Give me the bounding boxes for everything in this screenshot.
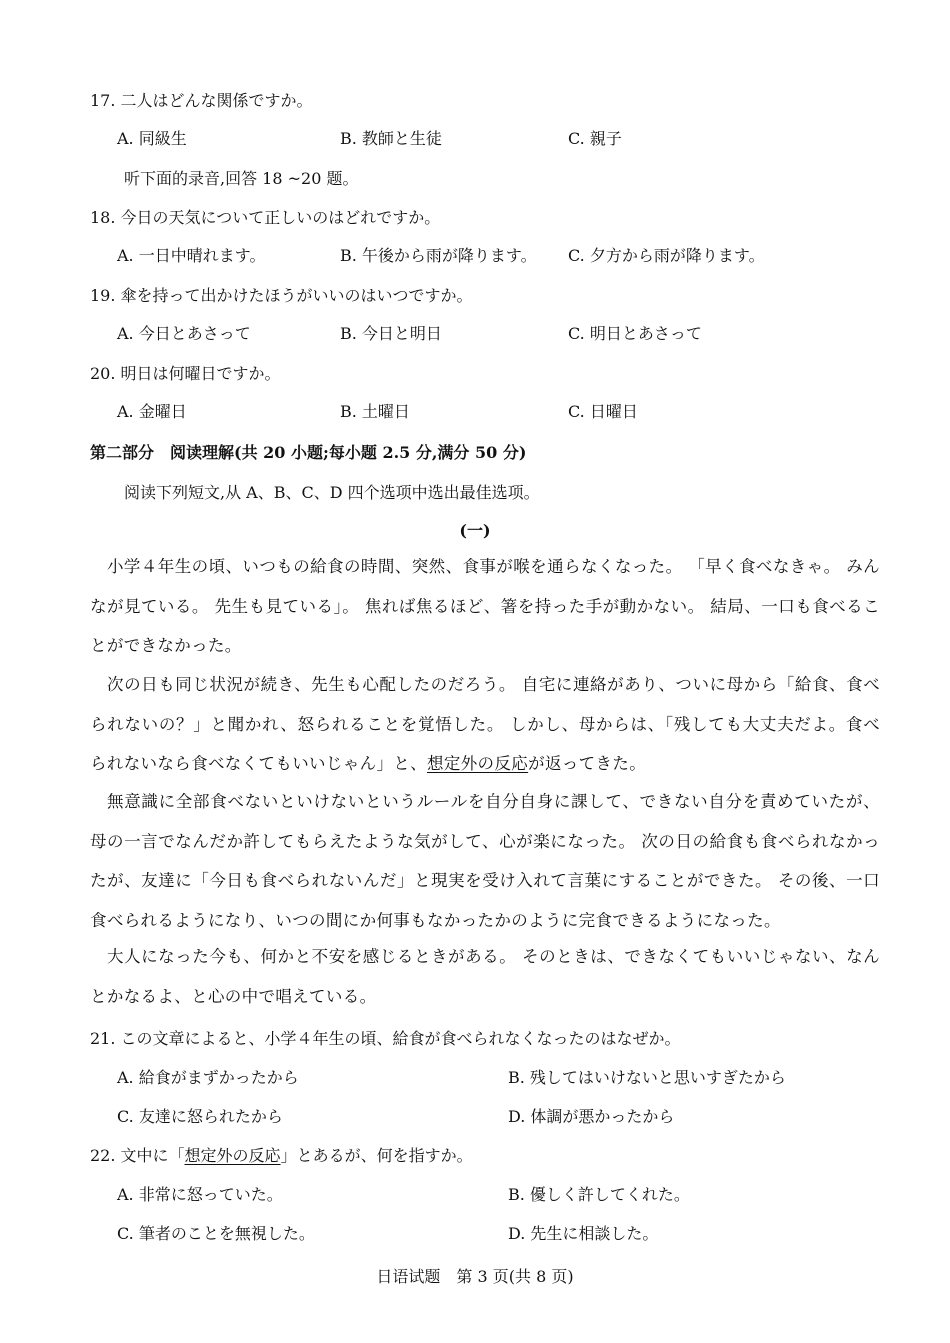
passage-paragraph-3: 無意識に全部食べないといけないというルールを自分自身に課して、できない自分を責めていたが、母の一言でなんだか許してもらえたような気がして、心が楽になった。 次の日の給食も食べられなかったが、友達に「今日も食べられないんだ」と現実を受け入れて言葉にすることができた。 その後、一口食べられるようになり、いつの間にか何事もなかったかのように完食できるようになった。 [90, 792, 880, 930]
passage-paragraph-4: 大人になった今も、何かと不安を感じるときがある。 そのときは、できなくてもいいじゃない、なんとかなるよ、と心の中で唱えている。 [90, 947, 880, 1006]
passage-section-label: (一) [459, 521, 491, 540]
passage-underlined-phrase: 想定外の反応 [427, 754, 529, 773]
q21-option-b: B. 残してはいけないと思いすぎたから [508, 1068, 786, 1087]
passage-p2-text-after: が返ってきた。 [528, 754, 647, 773]
passage-paragraph-1: 小学４年生の頃、いつもの給食の時間、突然、食事が喉を通らなくなった。 「早く食べなきゃ。 みんなが見ている。 先生も見ている」。 焦れば焦るほど、箸を持った手が動かない。 結局、一口も食べることができなかった。 [90, 557, 880, 655]
q18-option-c: C. 夕方から雨が降ります。 [568, 246, 765, 265]
page-footer: 日语试题 第 3 页(共 8 页) [376, 1267, 574, 1286]
q17-option-b: B. 教師と生徒 [340, 129, 442, 148]
q17-option-c: C. 親子 [568, 129, 622, 148]
question-21-stem: 21. この文章によると、小学４年生の頃、給食が食べられなくなったのはなぜか。 [90, 1029, 681, 1048]
q22-option-d: D. 先生に相談した。 [508, 1224, 659, 1243]
q22-option-a: A. 非常に怒っていた。 [117, 1185, 283, 1204]
q19-option-a: A. 今日とあさって [117, 324, 251, 343]
passage-p2-text-before: 次の日も同じ状況が続き、先生も心配したのだろう。 自宅に連絡があり、ついに母から「給食、食べられないの？」と聞かれ、怒られることを覚悟した。 しかし、母からは、「残しても大丈夫だよ。食べられないなら食べなくてもいいじゃん」と、 [90, 675, 880, 773]
q20-option-a: A. 金曜日 [117, 402, 187, 421]
q22-option-b: B. 優しく許してくれた。 [508, 1185, 690, 1204]
q21-option-d: D. 体調が悪かったから [508, 1107, 675, 1126]
q19-option-b: B. 今日と明日 [340, 324, 442, 343]
q22-option-c: C. 筆者のことを無視した。 [117, 1224, 315, 1243]
q18-option-a: A. 一日中晴れます。 [117, 246, 266, 265]
q18-option-b: B. 午後から雨が降ります。 [340, 246, 537, 265]
question-19-stem: 19. 傘を持って出かけたほうがいいのはいつですか。 [90, 286, 473, 305]
q21-option-c: C. 友達に怒られたから [117, 1107, 283, 1126]
q21-option-a: A. 給食がまずかったから [117, 1068, 299, 1087]
q22-stem-after: 」とあるが、何を指すか。 [280, 1146, 473, 1165]
q20-option-b: B. 土曜日 [340, 402, 410, 421]
passage-paragraph-2 [90, 665, 880, 784]
question-20-stem: 20. 明日は何曜日ですか。 [90, 364, 281, 383]
q17-option-a: A. 同級生 [117, 129, 187, 148]
part-two-heading: 第二部分 阅读理解(共 20 小题;每小题 2.5 分,满分 50 分) [90, 443, 527, 462]
listening-instruction: 听下面的录音,回答 18 ~20 题。 [124, 169, 359, 188]
q19-option-c: C. 明日とあさって [568, 324, 702, 343]
q22-underlined-phrase: 想定外の反応 [184, 1146, 281, 1165]
q20-option-c: C. 日曜日 [568, 402, 638, 421]
question-22-stem [90, 1143, 473, 1166]
q22-stem-before: 22. 文中に「 [90, 1146, 185, 1165]
question-17-stem: 17. 二人はどんな関係ですか。 [90, 91, 313, 110]
question-18-stem: 18. 今日の天気について正しいのはどれですか。 [90, 208, 441, 227]
reading-instruction: 阅读下列短文,从 A、B、C、D 四个选项中选出最佳选项。 [124, 483, 540, 502]
